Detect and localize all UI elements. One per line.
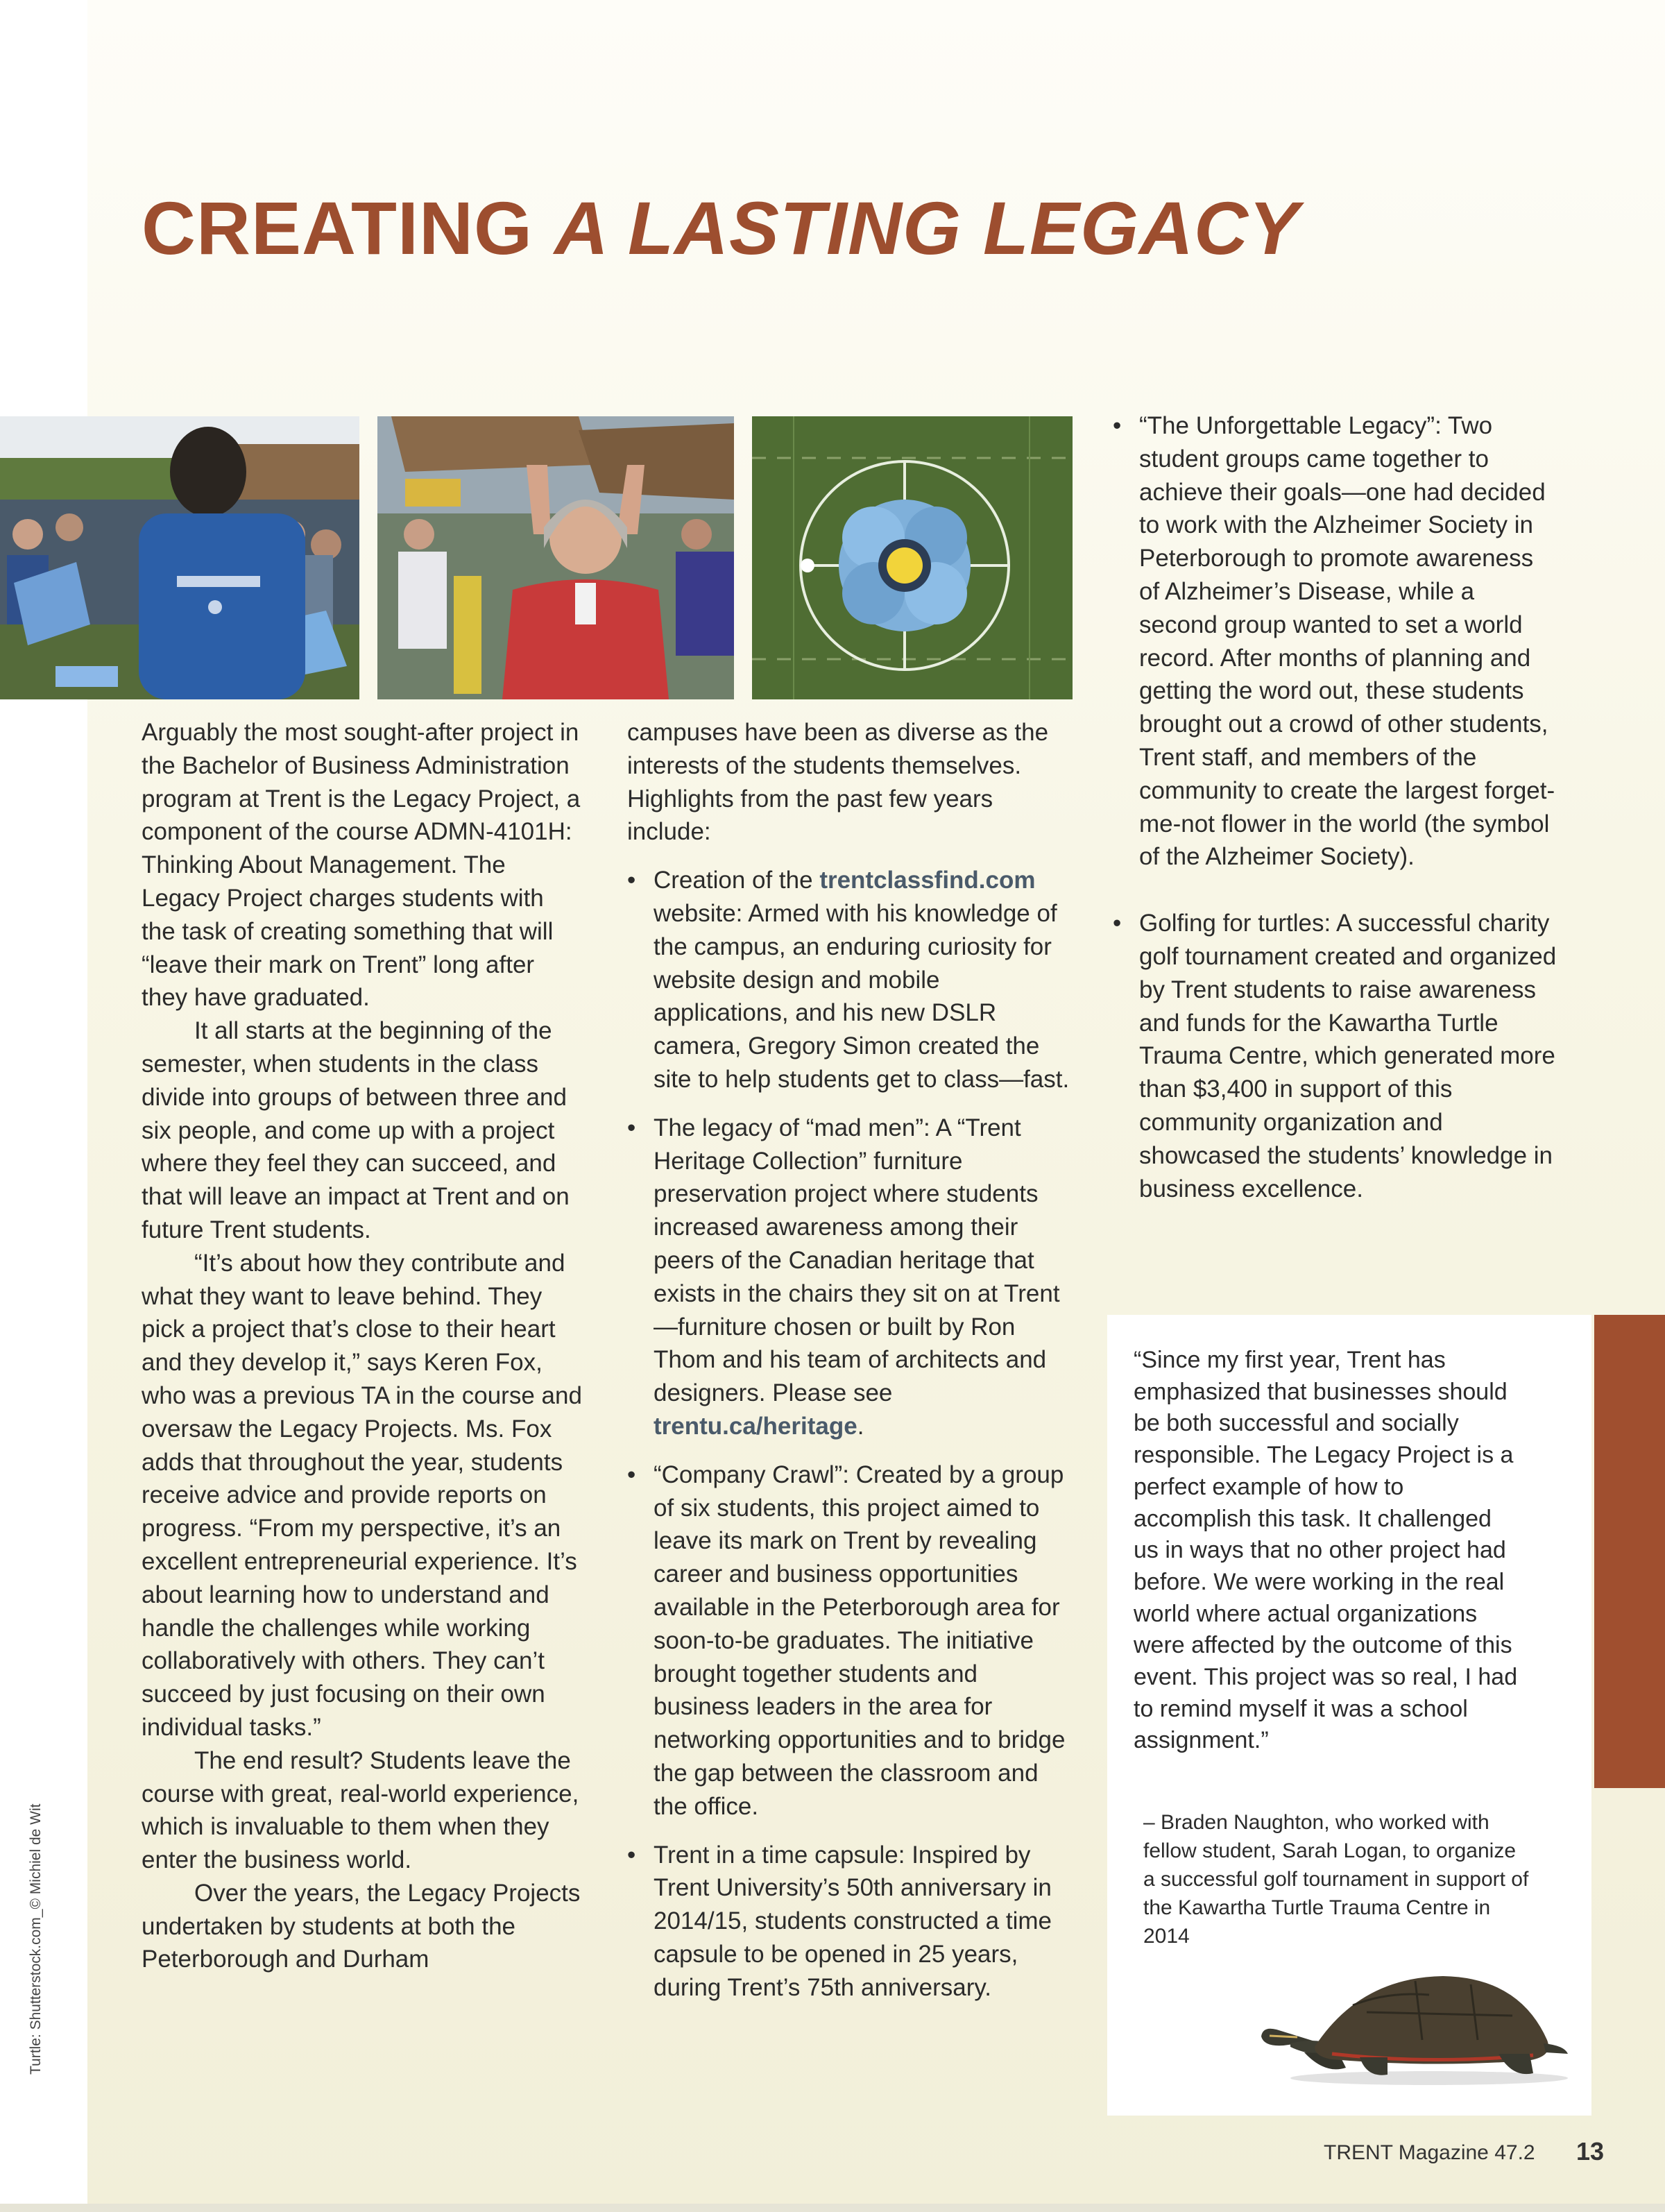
article-column-3 <box>1113 409 1557 1205</box>
aerial-flower-photo <box>752 416 1073 699</box>
highlights-intro: campuses have been as diverse as the interests of the students themselves. Highlights from the past few years include: <box>627 719 1049 846</box>
quote-attribution: – Braden Naughton, who worked with fellow student, Sarah Logan, to organize a successful golf tournament in support of the Kawartha Turtle Trauma Centre in 2014 <box>1143 1811 1529 1948</box>
photo-credit-text: Turtle: Shutterstock.com_© Michiel de Wit <box>28 1803 44 2075</box>
list-item: • “The Unforgettable Legacy”: Two student groups came together to achieve their goals—one had decided to work with the Alzheimer Society in Peterborough to promote awareness of Alzheimer’s Disease, while a second group wanted to set a world record. After months of planning and getting the word out, these students brought out a crowd of other students, Trent staff, and members of the community to create the largest forget-me-not flower in the world (the symbol of the Alzheimer Society). <box>1113 409 1557 874</box>
bullet-text: . <box>857 1412 864 1440</box>
list-item: • Trent in a time capsule: Inspired by Trent University’s 50th anniversary in 2014/15, students constructed a time capsule to be opened in 25 years, during Trent’s 75th anniversary. <box>627 1839 1071 2005</box>
woman-holding-card-photo <box>377 416 734 699</box>
article-column-1 <box>142 716 583 1976</box>
magazine-footer: TRENT Magazine 47.2 <box>1324 2141 1535 2164</box>
paragraph-3: “It’s about how they contribute and what they want to leave behind. They pick a project that’s close to their heart and they develop it,” says Keren Fox, who was a previous TA in the course and oversaw the Legacy Projects. Ms. Fox adds that throughout the year, students receive advice and provide reports on progress. “From my perspective, it’s an excellent entrepreneurial experience. It’s about learning how to understand and handle the challenges while working collaboratively with others. They can’t succeed by just focusing on their own individual tasks.” <box>142 1249 582 1741</box>
intro-paragraph: Arguably the most sought-after project in the Bachelor of Business Administration program at Trent is the Legacy Project, a component of the course ADMN-4101H: Thinking About Management. The Legacy Project charges students with the task of creating something that will “leave their mark on Trent” long after they have graduated. <box>142 719 581 1012</box>
bottom-edge <box>0 2204 1665 2212</box>
paragraph-2: It all starts at the beginning of the semester, when students in the class divide into groups of between three and six people, and come up with a project where they feel they can succeed, and that will leave an impact at Trent and on future Trent students. <box>142 1017 570 1243</box>
list-item: • Golfing for turtles: A successful charity golf tournament created and organized by Trent students to raise awareness and funds for the Kawartha Turtle Trauma Centre, which generated more than $3,400 in support of this community organization and showcased the students’ knowledge in business excellence. <box>1113 907 1557 1205</box>
article-title <box>142 187 1299 270</box>
title-emphasis: A LASTING LEGACY <box>554 186 1300 270</box>
paragraph-4: The end result? Students leave the course with great, real-world experience, which is invaluable to them when they enter the business world. <box>142 1746 579 1874</box>
students-crowd-photo <box>0 416 359 699</box>
list-item <box>627 1112 1071 1443</box>
highlights-list <box>627 864 1071 2004</box>
article-column-2 <box>627 716 1071 2004</box>
heritage-link[interactable]: trentu.ca/heritage <box>654 1412 857 1440</box>
bullet-text: website: Armed with his knowledge of the campus, an enduring curiosity for website design and mobile applications, and his new DSLR camera, Gregory Simon created the site to help students get to class—fast. <box>654 899 1070 1093</box>
quote-accent-bar <box>1594 1315 1665 1788</box>
bullet-text: The legacy of “mad men”: A “Trent Heritage Collection” furniture preservation project where students increased awareness among their peers of the Canadian heritage that exists in the chairs they sit on at Trent—furniture chosen or built by Ron Thom and his team of architects and designers. Please see <box>654 1114 1060 1407</box>
turtle-image <box>1249 1964 1575 2088</box>
paragraph-5: Over the years, the Legacy Projects undertaken by students at both the Peterborough and Durham <box>142 1879 581 1973</box>
highlights-list-continued <box>1113 409 1557 1205</box>
page-number: 13 <box>1576 2137 1605 2166</box>
trentclassfind-link[interactable]: trentclassfind.com <box>819 867 1036 894</box>
list-item <box>627 864 1071 1096</box>
title-main: CREATING <box>142 186 533 270</box>
bullet-text: Creation of the <box>654 867 820 894</box>
pull-quote: “Since my first year, Trent has emphasized that businesses should be both successful and socially responsible. The Legacy Project is a perfect example of how to accomplish this task. It challenged us in ways that no other project had before. We were working in the real world where actual organizations were affected by the outcome of this event. This project was so real, I had to remind myself it was a school assignment.” <box>1134 1347 1518 1754</box>
list-item: • “Company Crawl”: Created by a group of six students, this project aimed to leave its mark on Trent by revealing career and business opportunities available in the Peterborough area for soon-to-be graduates. The initiative brought together students and business leaders in the area for networking opportunities and to bridge the gap between the classroom and the office. <box>627 1458 1071 1823</box>
